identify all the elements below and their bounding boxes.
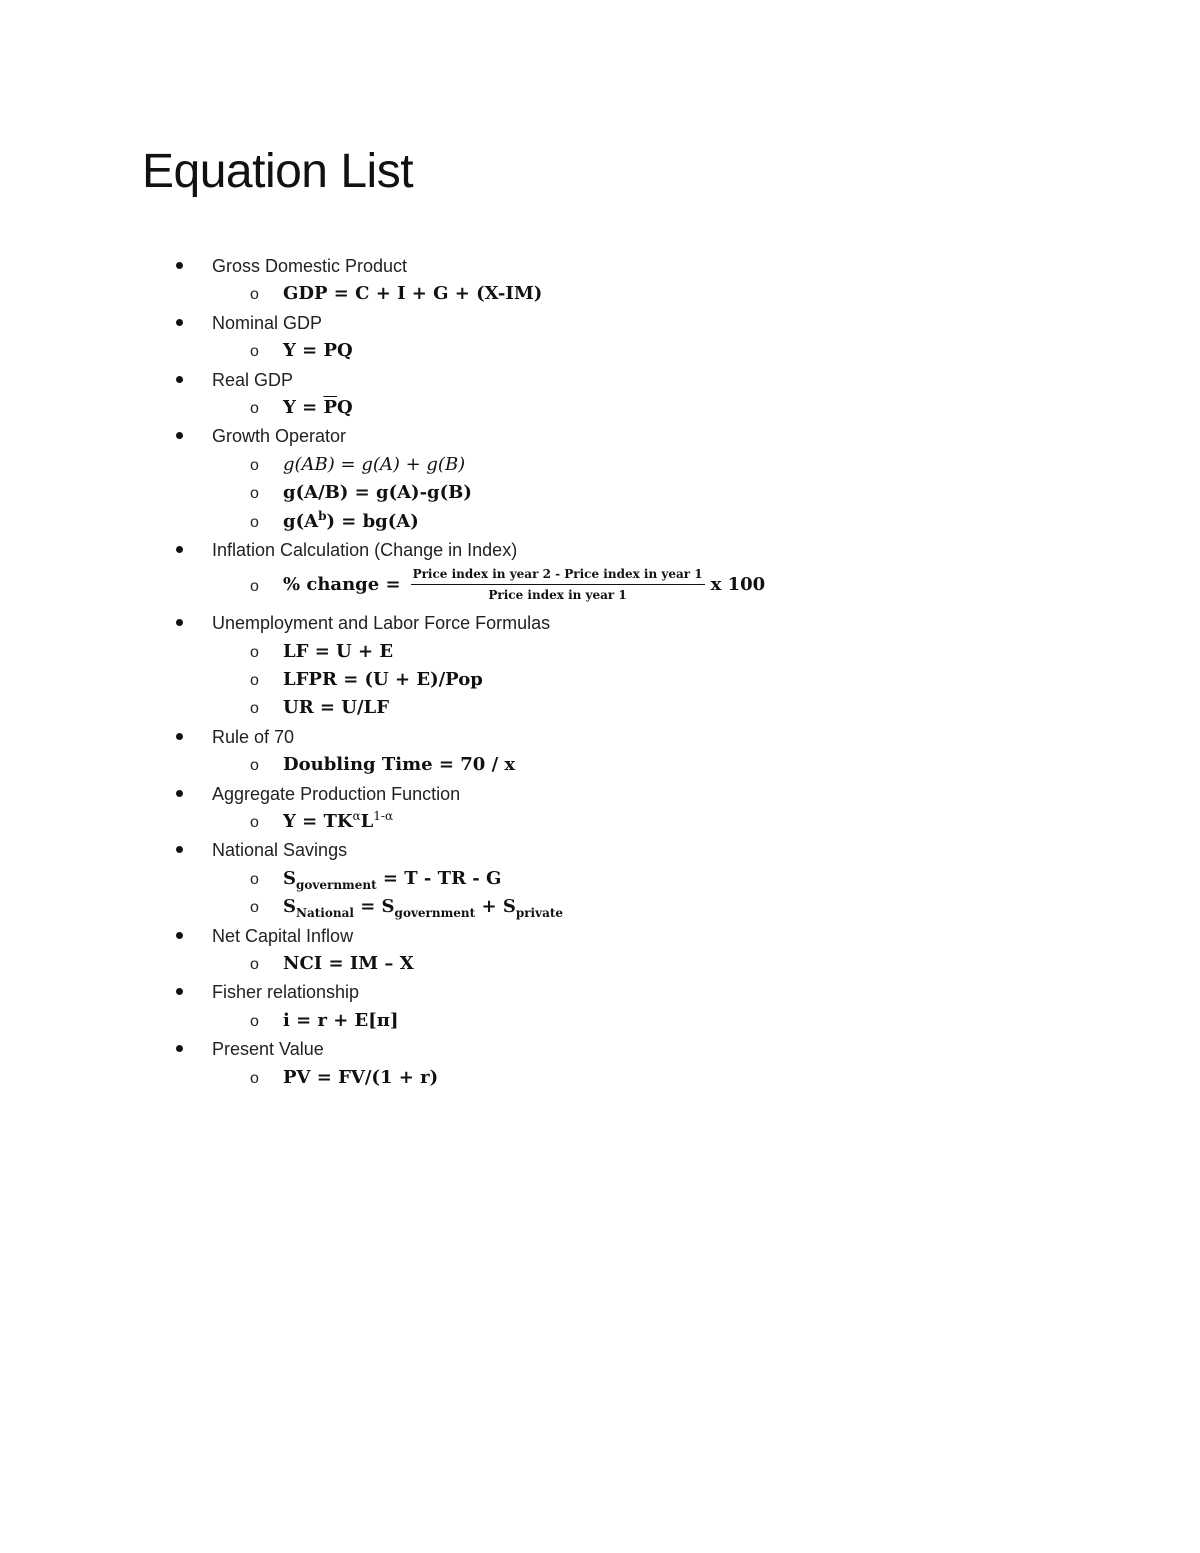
page-title: Equation List: [142, 145, 414, 198]
topic-label: Real GDP: [212, 369, 294, 390]
topic-label: Unemployment and Labor Force Formulas: [212, 613, 551, 634]
topic-item: [0, 364, 1200, 392]
topic-label: Rule of 70: [212, 726, 295, 747]
equation: NCI = IM – X: [283, 952, 414, 974]
equation: UR = U/LF: [283, 697, 389, 719]
equation-part: g(A: [283, 510, 319, 532]
bullet-icon: [176, 988, 183, 995]
equation-item: [0, 948, 1200, 976]
equation-item: [0, 863, 1200, 891]
topic-label: Present Value: [212, 1039, 324, 1060]
equation-part: Y = TK: [283, 811, 353, 833]
equation-item: [0, 692, 1200, 720]
equation: LFPR = (U + E)/Pop: [283, 669, 483, 691]
equation-part: private: [515, 906, 564, 921]
equation-part: x 100: [710, 573, 766, 595]
equation-item: [0, 664, 1200, 692]
circle-bullet-icon: o: [250, 1012, 259, 1030]
equation-part: ) = bg(A): [326, 510, 419, 532]
circle-bullet-icon: o: [250, 955, 259, 973]
equation-part: % change =: [283, 573, 401, 595]
topic-label: Inflation Calculation (Change in Index): [212, 539, 518, 560]
topic-label: Growth Operator: [212, 426, 347, 447]
equation-part: = T - TR - G: [376, 867, 502, 889]
topic-label: Nominal GDP: [212, 312, 323, 333]
bullet-icon: [176, 376, 183, 383]
circle-bullet-icon: o: [250, 286, 259, 304]
equation: PV = FV/(1 + r): [283, 1066, 439, 1088]
equation: i = r + E[π]: [283, 1009, 399, 1031]
equation-part: S: [283, 896, 296, 918]
topic-item: [0, 250, 1200, 278]
equation: GDP = C + I + G + (X-IM): [283, 283, 543, 305]
equation: [283, 865, 501, 893]
circle-bullet-icon: o: [250, 513, 259, 531]
circle-bullet-icon: o: [250, 578, 259, 596]
circle-bullet-icon: o: [250, 899, 259, 917]
topic-item: [0, 976, 1200, 1004]
bullet-icon: [176, 790, 183, 797]
equation-item: [0, 449, 1200, 477]
equation-item: [0, 891, 1200, 919]
circle-bullet-icon: o: [250, 1069, 259, 1087]
topic-item: [0, 534, 1200, 562]
circle-bullet-icon: o: [250, 757, 259, 775]
equation-part: α: [352, 809, 361, 824]
equation: LF = U + E: [283, 640, 394, 662]
equation-part: L: [360, 811, 374, 833]
bullet-icon: [176, 846, 183, 853]
equation-part: S: [283, 867, 296, 889]
bullet-icon: [176, 619, 183, 626]
equation-part: National: [296, 906, 354, 921]
equation-item: [0, 636, 1200, 664]
topic-item: [0, 1033, 1200, 1061]
topic-item: [0, 920, 1200, 948]
equation-part: b: [318, 508, 327, 523]
equation-item: [0, 1005, 1200, 1033]
equation-part: $\overline{P}$: [323, 396, 338, 418]
topic-item: [0, 721, 1200, 749]
topic-item: [0, 607, 1200, 635]
equation-part: government: [296, 877, 377, 892]
equation: [283, 562, 765, 607]
circle-bullet-icon: o: [250, 643, 259, 661]
equation-item: [0, 335, 1200, 363]
bullet-icon: [176, 733, 183, 740]
topic-item: [0, 307, 1200, 335]
bullet-icon: [176, 262, 183, 269]
fraction-numerator: Price index in year 2 - Price index in year 1: [411, 566, 705, 585]
equation-item: [0, 562, 1200, 607]
topic-item: [0, 420, 1200, 448]
equation-part: Q: [337, 396, 353, 418]
topic-item: [0, 834, 1200, 862]
equation-item: [0, 1062, 1200, 1090]
circle-bullet-icon: o: [250, 399, 259, 417]
bullet-icon: [176, 932, 183, 939]
fraction: [411, 566, 705, 603]
circle-bullet-icon: o: [250, 870, 259, 888]
topic-label: Gross Domestic Product: [212, 256, 408, 276]
bullet-icon: [176, 319, 183, 326]
topic-label: Fisher relationship: [212, 982, 360, 1003]
equation-item: [0, 749, 1200, 777]
equation: Doubling Time = 70 / x: [283, 754, 516, 776]
circle-bullet-icon: o: [250, 700, 259, 718]
equation: Y = PQ: [283, 340, 353, 362]
equation-item: [0, 477, 1200, 505]
circle-bullet-icon: o: [250, 814, 259, 832]
equation-item: [0, 506, 1200, 534]
topic-item: [0, 778, 1200, 806]
topic-label: Net Capital Inflow: [212, 925, 354, 946]
equation: [283, 808, 393, 836]
fraction-denominator: Price index in year 1: [488, 588, 627, 603]
circle-bullet-icon: o: [250, 485, 259, 503]
equation-item: [0, 806, 1200, 834]
topic-label: Aggregate Production Function: [212, 783, 461, 804]
circle-bullet-icon: o: [250, 343, 259, 361]
equation: [283, 893, 563, 921]
circle-bullet-icon: o: [250, 672, 259, 690]
equation-part: 1-α: [373, 809, 394, 824]
equation: [283, 394, 353, 422]
equation-part: + S: [475, 896, 516, 918]
equation-list: [0, 250, 1200, 1090]
bullet-icon: [176, 432, 183, 439]
equation: g(A/B) = g(A)-g(B): [283, 482, 472, 504]
equation-part: = S: [353, 896, 395, 918]
equation: [283, 508, 419, 536]
bullet-icon: [176, 1045, 183, 1052]
equation-part: Y =: [283, 396, 324, 418]
topic-label: National Savings: [212, 840, 348, 861]
equation-part: government: [394, 906, 476, 921]
bullet-icon: [176, 546, 183, 553]
circle-bullet-icon: o: [250, 456, 259, 474]
equation-item: [0, 392, 1200, 420]
equation-item: [0, 278, 1200, 306]
equation: g(AB) = g(A) + g(B): [283, 453, 466, 475]
